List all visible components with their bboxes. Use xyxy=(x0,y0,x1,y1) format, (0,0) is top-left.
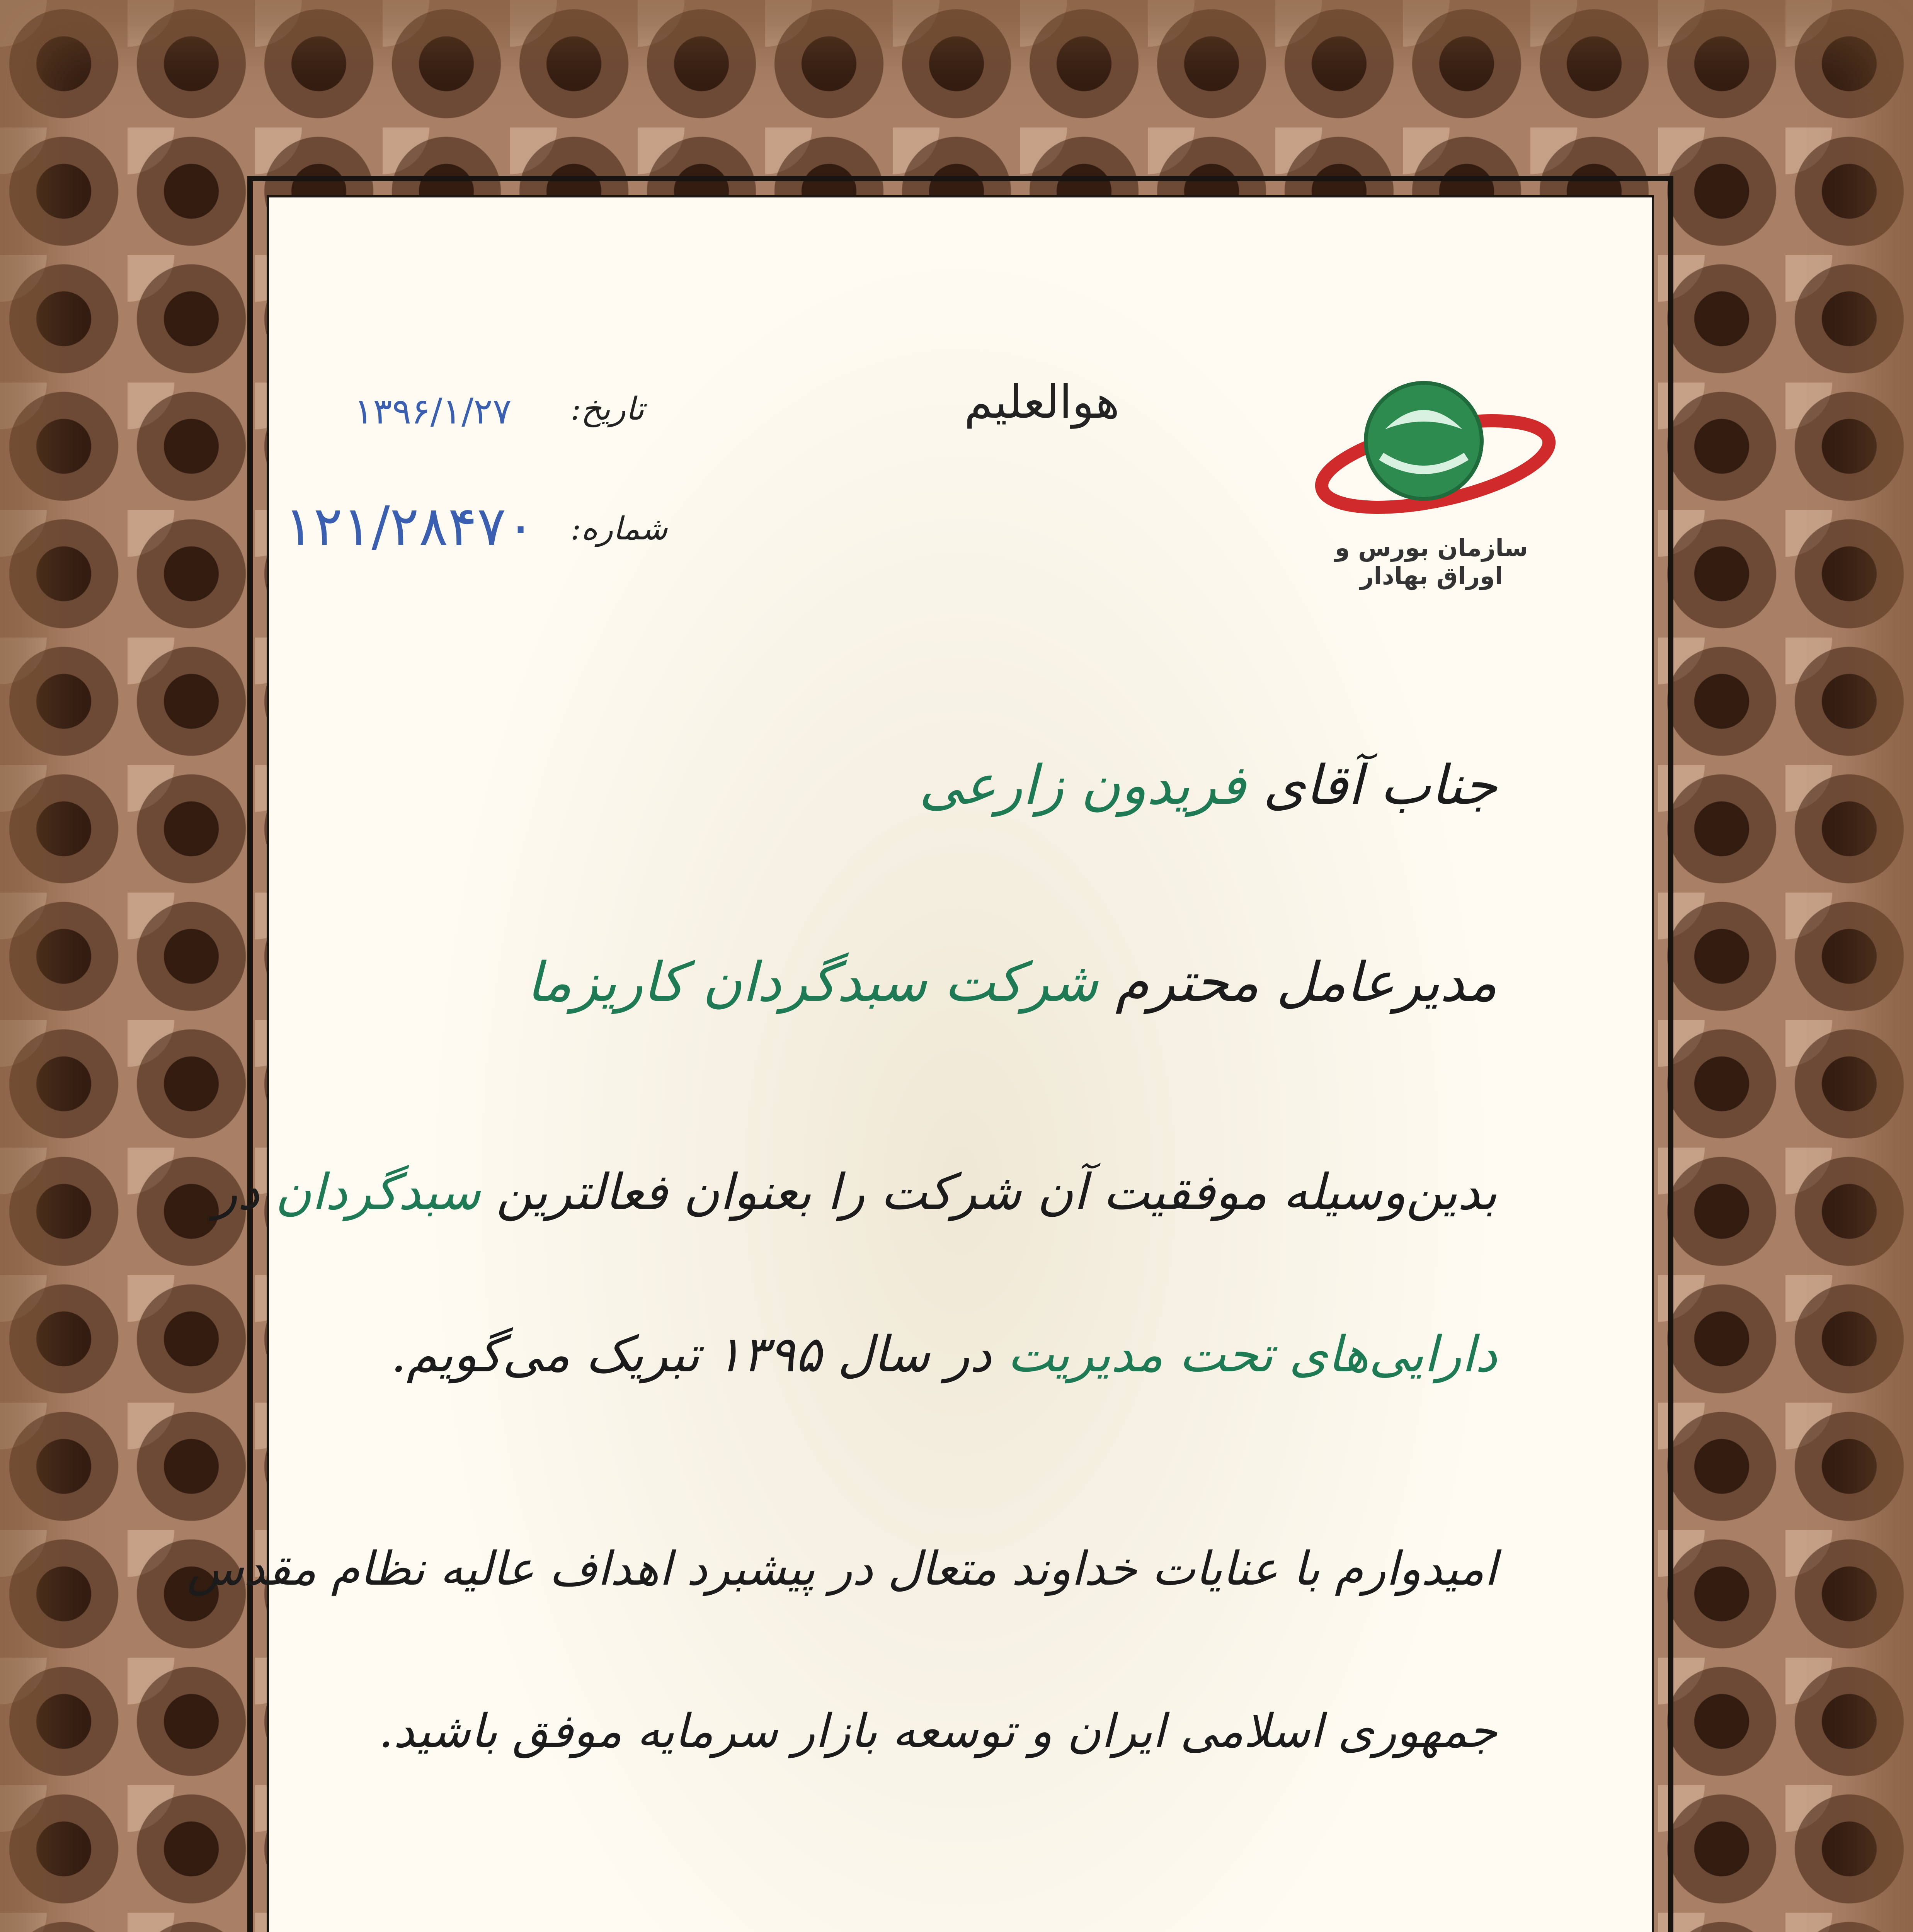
paragraph2-line1: امیدوارم با عنایات خداوند متعال در پیشبرد اهداف عالیه نظام مقدس xyxy=(187,1542,1497,1596)
position-prefix: مدیرعامل محترم xyxy=(1115,951,1497,1014)
invocation-heading: هوالعلیم xyxy=(964,375,1120,429)
para1-part2: در xyxy=(213,1163,260,1221)
position-line xyxy=(526,951,1497,1014)
para1-part1: بدین‌وسیله موفقیت آن شرکت را بعنوان فعالترین xyxy=(496,1163,1497,1221)
exchange-logo-icon xyxy=(1308,367,1559,534)
paragraph1-line1 xyxy=(214,1163,1497,1221)
certificate-panel xyxy=(187,195,1654,1932)
para1-part3: در سال ۱۳۹۵ تبریک می‌گویم. xyxy=(391,1326,992,1383)
paragraph2-line2: جمهوری اسلامی ایران و توسعه بازار سرمایه موفق باشید. xyxy=(378,1704,1497,1758)
date-value: ۱۳۹۶/۱/۲۷ xyxy=(354,391,512,432)
date-label: تاریخ: xyxy=(570,391,644,427)
salutation-prefix: جناب آقای xyxy=(1263,754,1497,817)
company-name: شرکت سبدگردان کاریزما xyxy=(526,951,1098,1014)
paragraph1-line2 xyxy=(391,1326,1497,1383)
salutation-line xyxy=(919,754,1497,817)
number-value: ۱۲۱/۲۸۴۷۰ xyxy=(284,495,535,558)
logo-org-name: سازمان بورس و اوراق بهادار xyxy=(1335,534,1528,590)
recipient-name: فریدون زارعی xyxy=(919,754,1246,817)
number-label: شماره: xyxy=(570,510,668,547)
para1-highlight1: سبدگردان xyxy=(275,1163,481,1221)
para1-highlight2: دارایی‌های تحت مدیریت xyxy=(1007,1326,1497,1383)
